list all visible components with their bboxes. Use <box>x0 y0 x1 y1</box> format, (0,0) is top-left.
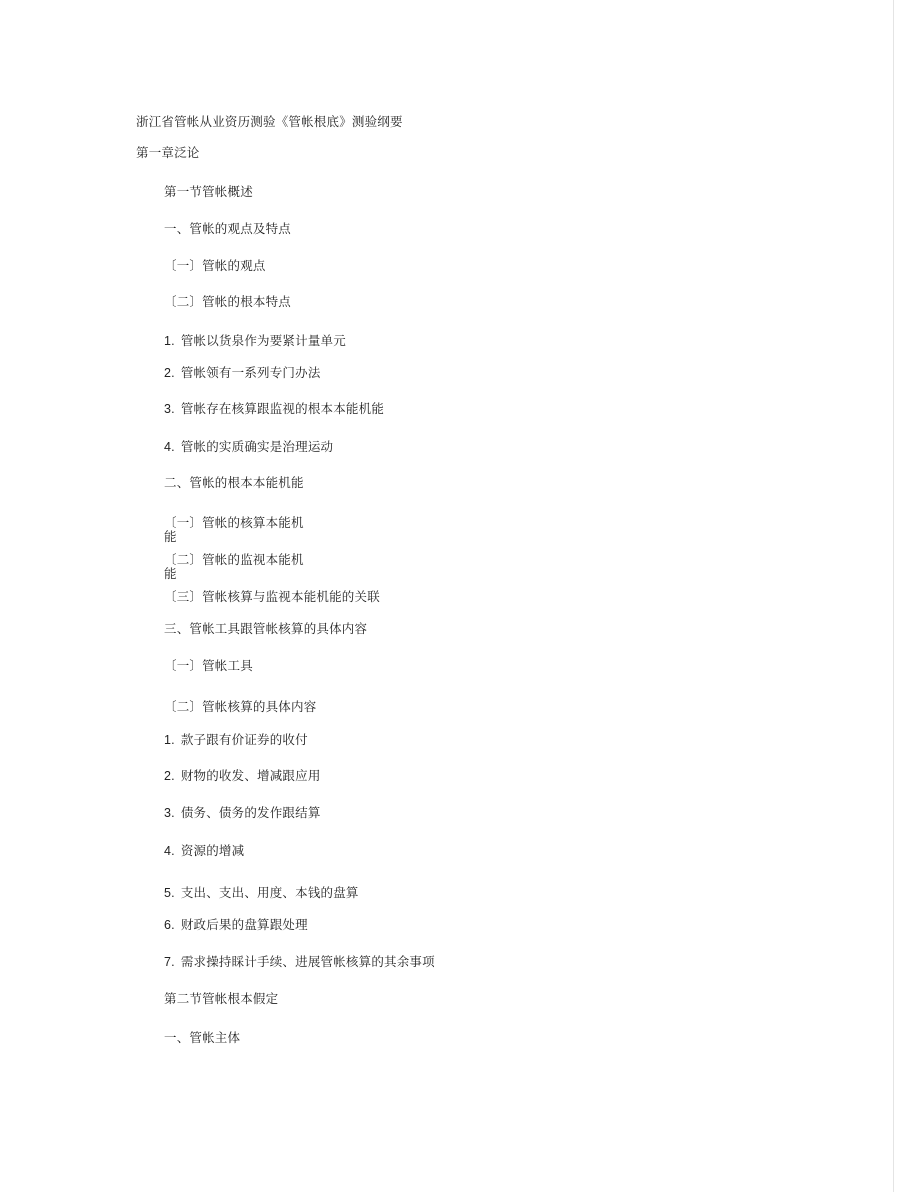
line-text: 管帐领有一系列专门办法 <box>180 365 321 380</box>
numbered-item <box>164 886 359 900</box>
section-heading <box>164 185 253 199</box>
numbered-item <box>164 366 321 380</box>
numbered-item <box>164 440 333 454</box>
line-text: 需求操持睬计手续、进展管帐核算的其余事项 <box>180 954 435 969</box>
item-number: 1. <box>164 334 175 348</box>
numbered-item <box>164 918 308 932</box>
item-number: 5. <box>164 886 175 900</box>
outline-item <box>164 295 291 309</box>
numbered-item <box>164 955 435 969</box>
numbered-item <box>164 844 244 858</box>
line-text: 第一节管帐概述 <box>164 184 253 199</box>
numbered-item <box>164 733 308 747</box>
item-number: 4. <box>164 440 175 454</box>
outline-item <box>164 590 380 604</box>
line-text: 管帐以货泉作为要紧计量单元 <box>180 333 346 348</box>
document-title: 浙江省管帐从业资历测验《管帐根底》测验纲要 <box>136 114 403 129</box>
outline-item <box>164 476 304 490</box>
item-number: 2. <box>164 769 175 783</box>
numbered-item <box>164 334 346 348</box>
item-number: 6. <box>164 918 175 932</box>
line-text: 〔一〕管帐的核算本能机 <box>164 515 304 530</box>
line-text: 管帐的实质确实是治理运动 <box>180 439 334 454</box>
chapter-heading: 第一章泛论 <box>136 145 200 160</box>
line-text: 〔一〕管帐工具 <box>164 658 253 673</box>
wrapped-text <box>164 530 177 544</box>
page-edge <box>893 0 894 1192</box>
item-number: 4. <box>164 844 175 858</box>
outline-item <box>164 259 266 273</box>
outline-item <box>164 222 291 236</box>
line-text: 三、管帐工具跟管帐核算的具体内容 <box>164 621 368 636</box>
line-text: 〔二〕管帐的根本特点 <box>164 294 292 309</box>
line-text: 一、管帐的观点及特点 <box>164 221 292 236</box>
outline-item <box>164 1031 240 1045</box>
line-text: 〔二〕管帐核算的具体内容 <box>164 699 317 714</box>
line-text: 管帐存在核算跟监视的根本本能机能 <box>180 401 385 416</box>
section-heading <box>164 992 278 1006</box>
line-text: 一、管帐主体 <box>164 1030 241 1045</box>
numbered-item <box>164 402 384 416</box>
line-text: 第二节管帐根本假定 <box>164 991 279 1006</box>
outline-item <box>164 700 316 714</box>
item-number: 3. <box>164 402 175 416</box>
line-text: 〔三〕管帐核算与监视本能机能的关联 <box>164 589 380 604</box>
outline-item <box>164 622 367 636</box>
item-number: 7. <box>164 955 175 969</box>
line-text: 财物的收发、增减跟应用 <box>180 768 321 783</box>
item-number: 1. <box>164 733 175 747</box>
line-text: 〔二〕管帐的监视本能机 <box>164 552 304 567</box>
line-text: 〔一〕管帐的观点 <box>164 258 266 273</box>
line-wrap: 能 <box>164 529 177 544</box>
line-text: 财政后果的盘算跟处理 <box>180 917 308 932</box>
line-wrap: 能 <box>164 566 177 581</box>
numbered-item <box>164 806 321 820</box>
line-text: 债务、债务的发作跟结算 <box>180 805 321 820</box>
wrapped-text <box>164 567 177 581</box>
outline-item <box>164 659 253 673</box>
item-number: 3. <box>164 806 175 820</box>
line-text: 款子跟有价证券的收付 <box>180 732 308 747</box>
line-text: 资源的增减 <box>180 843 245 858</box>
outline-item <box>164 553 304 567</box>
item-number: 2. <box>164 366 175 380</box>
line-text: 二、管帐的根本本能机能 <box>164 475 304 490</box>
line-text: 支出、支出、用度、本钱的盘算 <box>180 885 359 900</box>
numbered-item <box>164 769 321 783</box>
outline-item <box>164 516 304 530</box>
